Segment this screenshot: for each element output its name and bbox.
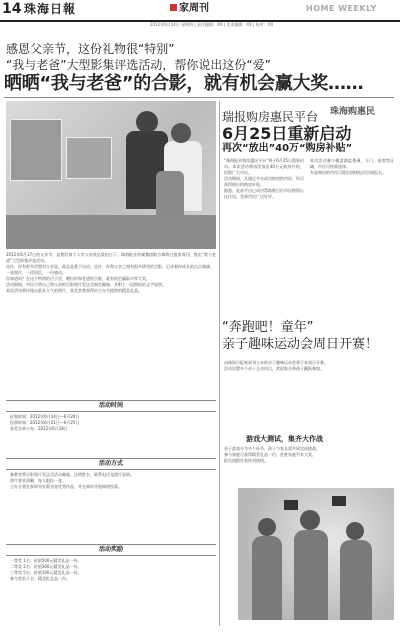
story-paragraph: 你知道吗？在这个特别的日子里，晒出你和老爸的合影，就有机会赢取丰厚大奖。: [6, 276, 150, 281]
story-paragraph: 2012年6月17日的父亲节，是我们每个人对父亲表达爱的日子。珠海报业传媒集团联合珠海日报家周刊，推出“我与老爸”大型影集评选活动。: [6, 252, 216, 263]
section-body-prizes: [10, 558, 214, 582]
divider: [4, 97, 394, 98]
flag-icon: [332, 496, 346, 506]
event-headline-1: “奔跑吧！童年”: [222, 320, 314, 335]
child-figure: [156, 171, 184, 221]
section-row: 二等奖 2名：价值300元精美礼品一份。: [10, 564, 82, 569]
promo-headline-2: 6月25日重新启动: [222, 124, 352, 143]
event-paragraph: 活动设置多个亲子互动项目，欢迎家长带孩子踊跃参加。: [224, 366, 324, 371]
kid-body: [340, 540, 372, 620]
promo-paragraph: 活动期间，凡通过平台成功购房的市民，均可获得相应的购房补贴。: [224, 176, 304, 187]
event-body: [224, 360, 394, 372]
column-title: [170, 1, 209, 17]
promo-body-left: [224, 158, 304, 200]
flag-icon: [284, 500, 298, 510]
section-row: 征集时间：2012年6月14日—6月20日: [10, 414, 80, 419]
page-number: 14: [2, 1, 22, 17]
masthead-logo: 珠海日報: [24, 2, 77, 16]
inset-photo-1: [10, 119, 62, 181]
promo-paragraph: 据悉，此前平台已成功帮助数百位市民购得心仪住房，受到市民广泛好评。: [224, 188, 304, 199]
inset-photo-2: [66, 137, 112, 179]
promo-body-right: [310, 158, 394, 176]
section-title-method: 活动方式: [6, 458, 216, 470]
section-row: 主办方将在家周刊专版刊登优秀作品，并在网站开展网络投票。: [10, 484, 122, 489]
promo-paragraph: 有意购房的市民可拨打热线电话咨询报名。: [310, 170, 386, 175]
kid-head: [258, 518, 276, 536]
headline-2: “我与老爸”大型影集评选活动，帮你说出这份“爱”: [6, 58, 271, 72]
father-head: [136, 111, 158, 133]
promo-headline-3: 再次“放出”40万“购房补贴”: [222, 143, 353, 154]
story-paragraph: 一张照片，一段回忆，一份感动。: [6, 270, 66, 275]
section-row: 照片要求清晰，每人限投一张。: [10, 478, 66, 483]
weekly-label: HOME WEEKLY: [306, 4, 377, 13]
section-row: 一等奖 1名：价值500元精美礼品一份。: [10, 558, 82, 563]
kid-head: [346, 522, 364, 540]
kid-body: [252, 536, 282, 620]
square-icon: [170, 4, 177, 11]
column-label: 家周刊: [179, 3, 209, 14]
promo-paragraph: “珠海报业购房惠民平台”将于6月25日重新启动。本次活动将再次放出40万元购房补贴，回馈广大市民。: [224, 158, 304, 175]
event-paragraph: 由珠海日报家周刊主办的亲子趣味运动会将于本周日开赛。: [224, 360, 328, 365]
event-paragraph: 参与家庭可获得精美礼品一份，优胜家庭另有大奖。: [224, 452, 316, 457]
headline-main: 晒晒“我与老爸”的合影，就有机会赢大奖……: [4, 73, 364, 94]
kids-photo: [238, 488, 394, 620]
dateline: 2012年6月14日 星期四 | 责任编辑：XX | 美术编辑：XX | 校对：XX: [150, 22, 274, 27]
story-paragraph: 也许，你有很多话想对父亲说，却总是羞于启齿；也许，你和父亲之间有很多珍贵的合影，记录着你成长的点点滴滴。: [6, 264, 214, 269]
section-row: 投票时间：2012年6月21日—6月25日: [10, 420, 80, 425]
section-body-time: [10, 414, 214, 432]
promo-paragraph: 本次活动参与楼盘涵盖香洲、斗门、金湾等区域，市民可按需选择。: [310, 158, 394, 169]
headline-1: 感恩父亲节，这份礼物很“特别”: [6, 42, 175, 56]
section-title-time: 活动时间: [6, 400, 216, 412]
event-body-2: [224, 446, 394, 464]
story-paragraph: 活动期间，市民可将自己和父亲的合影照片发送至指定邮箱，并附上一段简短的文字说明。: [6, 282, 166, 287]
main-story: [6, 252, 216, 294]
main-photo: [6, 101, 216, 249]
section-row: 参与奖若干名：精美纪念品一份。: [10, 576, 70, 581]
story-paragraph: 本次活动将评选出最具人气的照片，获奖者将获得由主办方提供的精美礼品。: [6, 288, 142, 293]
promo-headline-1: 瑞报购房惠民平台: [222, 110, 319, 124]
event-paragraph: 亲子游戏分为多个环节，孩子与家长需共同完成挑战。: [224, 446, 320, 451]
section-row: 三等奖 5名：价值100元精美礼品一份。: [10, 570, 82, 575]
column-divider: [219, 101, 220, 626]
section-body-method: [10, 472, 214, 490]
kid-head: [300, 510, 320, 530]
section-title-prizes: 活动奖励: [6, 544, 216, 556]
event-subhead: 游戏大测试，集齐大作战: [246, 435, 323, 443]
kid-body: [294, 530, 328, 620]
photo-ground: [6, 215, 216, 249]
daughter-head: [171, 123, 191, 143]
promo-tag: 珠海购惠民: [330, 107, 376, 117]
event-paragraph: 报名请拨打家周刊热线。: [224, 458, 268, 463]
event-headline-2: 亲子趣味运动会周日开赛！: [222, 337, 379, 352]
section-row: 参赛者将合影照片发送至活动邮箱，注明姓名、联系电话及照片说明。: [10, 472, 134, 477]
section-row: 获奖名单公布：2012年6月28日: [10, 426, 68, 431]
